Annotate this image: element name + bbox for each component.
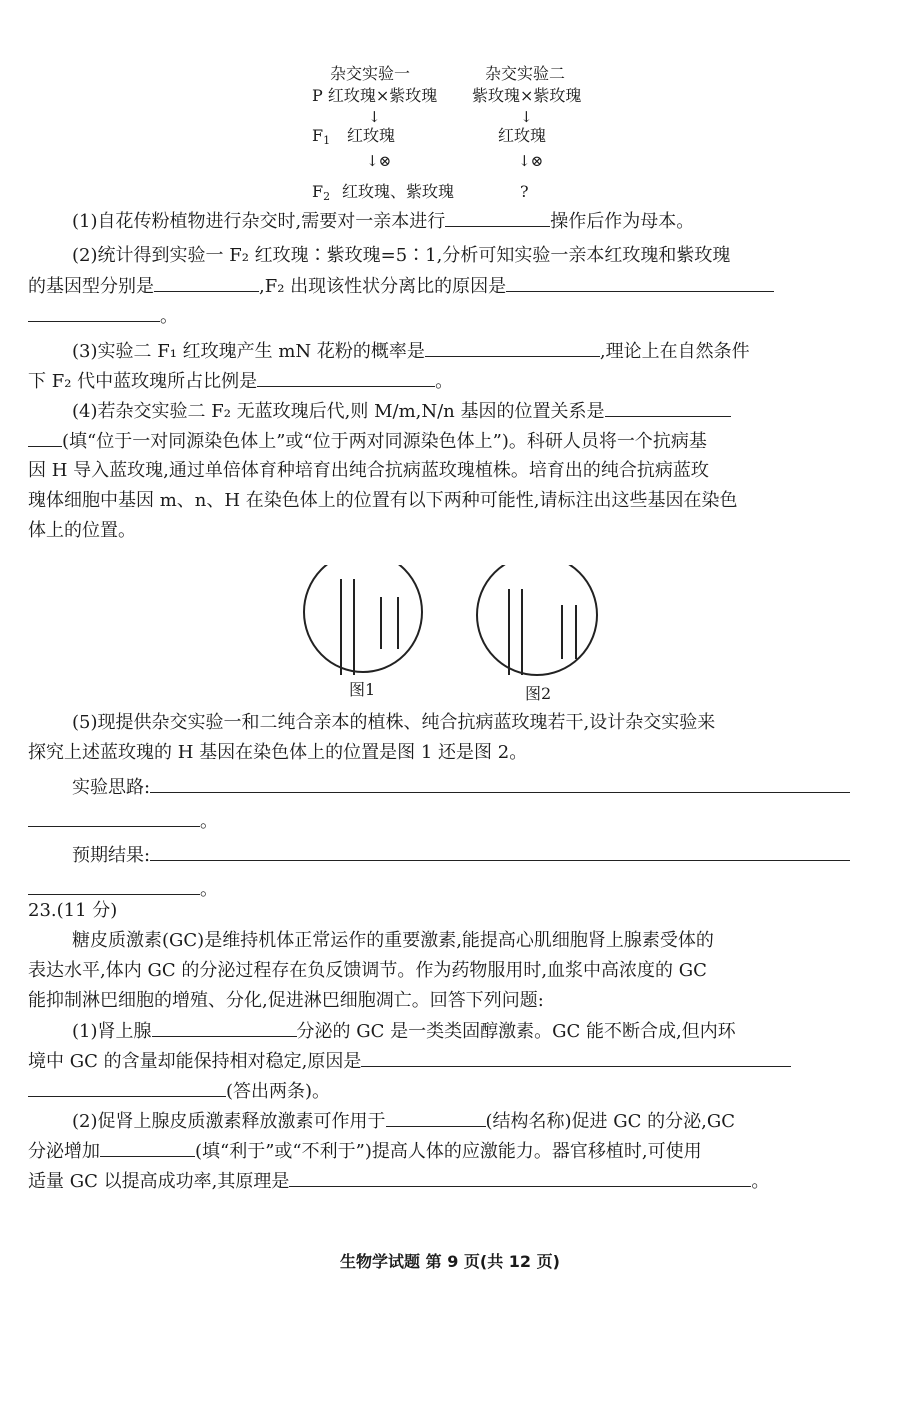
exp2-f1: 红玫瑰: [498, 126, 547, 145]
q22-p2-line3: 。: [28, 301, 873, 331]
exp1-self-arrow: ↓⊗: [366, 152, 392, 170]
q22-p4-line1: (4)若杂交实验二 F₂ 无蓝玫瑰后代,则 M/m,N/n 基因的位置关系是: [28, 396, 873, 426]
answer-blank[interactable]: [154, 271, 259, 292]
exp1-f1: 红玫瑰: [347, 126, 396, 145]
exp2-title: 杂交实验二: [485, 64, 566, 83]
result-line: 预期结果:: [28, 840, 873, 870]
exp1-title: 杂交实验一: [330, 64, 411, 83]
q22-p2-line1: (2)统计得到实验一 F₂ 红玫瑰∶紫玫瑰=5∶1,分析可知实验一亲本红玫瑰和紫玫瑰: [72, 245, 731, 266]
f2-label: $F_2$: [312, 182, 331, 203]
q23-p2-line3: 适量 GC 以提高成功率,其原理是 。: [28, 1166, 873, 1196]
exp2-parents: 紫玫瑰×紫玫瑰: [472, 86, 582, 105]
answer-blank[interactable]: [100, 1136, 195, 1157]
figure-1-label: 图1: [349, 680, 376, 699]
page-footer: 生物学试题 第 9 页(共 12 页): [340, 1252, 560, 1271]
answer-blank[interactable]: [28, 301, 160, 322]
result-line-2: 。: [28, 874, 873, 904]
answer-blank[interactable]: [445, 206, 550, 227]
f1-label: $F_1$: [312, 126, 331, 147]
idea-line-2: 。: [28, 806, 873, 836]
q22-p4-line2: (填“位于一对同源染色体上”或“位于两对同源染色体上”)。科研人员将一个抗病基: [28, 426, 873, 456]
answer-blank[interactable]: [386, 1106, 486, 1127]
q22-p5-line2: 探究上述蓝玫瑰的 H 基因在染色体上的位置是图 1 还是图 2。: [28, 742, 528, 763]
q22-p5-line1: (5)现提供杂交实验一和二纯合亲本的植株、纯合抗病蓝玫瑰若干,设计杂交实验来: [72, 712, 716, 733]
answer-blank[interactable]: [28, 426, 62, 447]
q22-p1: (1)自花传粉植物进行杂交时,需要对一亲本进行 操作后作为母本。: [28, 206, 873, 236]
exp1-f2: 红玫瑰、紫玫瑰: [342, 182, 455, 201]
answer-blank[interactable]: [289, 1166, 751, 1187]
figure-1-cell: [304, 565, 422, 675]
exp2-f2: ?: [520, 182, 529, 201]
q23-intro-1: 糖皮质激素(GC)是维持机体正常运作的重要激素,能提高心肌细胞肾上腺素受体的: [72, 930, 714, 951]
chromosome-figures: [300, 565, 610, 705]
q23-p1-line1: (1)肾上腺 分泌的 GC 是一类类固醇激素。GC 能不断合成,但内环: [28, 1016, 873, 1046]
q23-intro-3: 能抑制淋巴细胞的增殖、分化,促进淋巴细胞凋亡。回答下列问题:: [28, 990, 544, 1011]
exp2-arrow-1: ↓: [520, 108, 533, 126]
answer-blank[interactable]: [506, 271, 774, 292]
answer-blank[interactable]: [605, 396, 731, 417]
q23-p2-line2: 分泌增加 (填“利于”或“不利于”)提高人体的应激能力。器官移植时,可使用: [28, 1136, 873, 1166]
answer-blank[interactable]: [150, 772, 850, 793]
q23-p2-line1: (2)促肾上腺皮质激素释放激素可作用于 (结构名称)促进 GC 的分泌,GC: [28, 1106, 873, 1136]
answer-blank[interactable]: [257, 366, 435, 387]
q22-p4-line5: 体上的位置。: [28, 520, 136, 541]
q23-p1-line3: (答出两条)。: [28, 1076, 873, 1106]
idea-line: 实验思路:: [28, 772, 873, 802]
answer-blank[interactable]: [28, 1076, 226, 1097]
q23-intro-2: 表达水平,体内 GC 的分泌过程存在负反馈调节。作为药物服用时,血浆中高浓度的 GC: [28, 960, 707, 981]
figure-2-cell: [477, 565, 597, 675]
q23-title: 23.(11 分): [28, 900, 118, 921]
exp1-arrow-1: ↓: [368, 108, 381, 126]
q22-p3-line2: 下 F₂ 代中蓝玫瑰所占比例是 。: [28, 366, 873, 396]
answer-blank[interactable]: [361, 1046, 791, 1067]
exp1-parents: P 红玫瑰×紫玫瑰: [312, 86, 438, 105]
answer-blank[interactable]: [152, 1016, 297, 1037]
q22-p3-line1: (3)实验二 F₁ 红玫瑰产生 mN 花粉的概率是 ,理论上在自然条件: [28, 336, 873, 366]
exp2-self-arrow: ↓⊗: [518, 152, 544, 170]
answer-blank[interactable]: [150, 840, 850, 861]
q23-p1-line2: 境中 GC 的含量却能保持相对稳定,原因是: [28, 1046, 873, 1076]
answer-blank[interactable]: [28, 806, 200, 827]
answer-blank[interactable]: [425, 336, 600, 357]
q22-p2-line2: 的基因型分别是 ,F₂ 出现该性状分离比的原因是: [28, 271, 873, 301]
figure-2-label: 图2: [525, 684, 552, 703]
q22-p4-line3: 因 H 导入蓝玫瑰,通过单倍体育种培育出纯合抗病蓝玫瑰植株。培育出的纯合抗病蓝玫: [28, 460, 709, 481]
answer-blank[interactable]: [28, 874, 200, 895]
q22-p4-line4: 瑰体细胞中基因 m、n、H 在染色体上的位置有以下两种可能性,请标注出这些基因在染色: [28, 490, 738, 511]
